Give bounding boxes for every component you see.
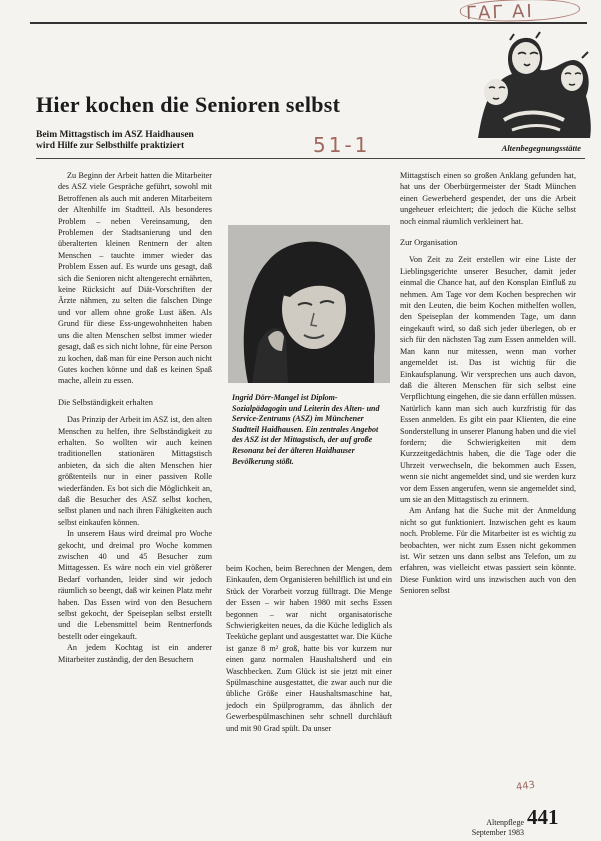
section-heading: Die Selbständigkeit erhalten — [58, 397, 153, 407]
paragraph: Zu Beginn der Arbeit hatten die Mitarbeiter des ASZ viele Gespräche geführt, sowohl mit Betroffenen als auch mit anderen Mitarbeitern der Altenhilfe im Stadtteil. Als besonderes Problem – neben Vereinsamung, den Problemen der Stadtsanierung und den überalterten kleinen Rentnern der alten Menschen – tauchte immer wieder das Problem Essen auf. Es wurde uns gesagt, daß sich die Senioren nicht altengerecht ernährten, keine Rücksicht auf Diät-Vorschriften der Ärzte nähmen, zu selten die falschen Dinge und vor allem ohne große Lust äßen. Als Grund für diese Ess-ungewohnheiten haben uns die alten Menschen selbst immer wieder gesagt, daß es sich nicht lohne, für eine Person zu kochen, daß man für eine Person auch nicht Gutes kochen könne und daß es keinen Spaß mache, allein zu essen. — [58, 171, 212, 386]
portrait-photo — [228, 225, 390, 383]
paragraph: Das Prinzip der Arbeit im ASZ ist, den alten Menschen zu helfen, ihre Selbständigkeit zu erhalten. So wollten wir auch keinen traditionellen stationären Mittagstisch anbieten, da sich die alten Menschen hier größtenteils nur in einer passiven Rolle wiederfänden. Es bot sich die Möglichkeit an, daß die Besucher des ASZ selbst kochen, selbst planen und nach ihren Fähigkeiten auch selbst einkaufen können. — [58, 415, 212, 527]
handwritten-top-note: ΓΑΓ ΑΙ — [465, 0, 535, 25]
section-tag: Altenbegegnungsstätte — [501, 143, 581, 153]
issue-date: September 1983 — [471, 827, 524, 837]
magazine-name: Altenpflege — [486, 818, 524, 827]
article-subtitle — [36, 130, 276, 152]
paragraph: beim Kochen, beim Berechnen der Mengen, dem Einkaufen, dem Organisieren behilflich ist und ein Stück der Vorarbeit vorzug fülltragt. Die Menge der Essen – wir haben 1980 mit sechs Essen begonnen – war nicht organisatorische Schwierigkeiten neues, da die Küche lediglich als Teeküche geplant und ausgestattet war. Die Küche ist ganze 8 m² groß, hatte bis vor kurzem nur einen ganz normalen Haushaltsherd und ein Waschbecken. Zum Glück ist sie jetzt mit einer Spülmaschine ausgestattet, die zwar auch nur die übliche Größe einer Haushaltsmaschine hat, jedoch ein Spülprogramm, das ähnlich der Gewerbespülmaschinen sehr schnell durchläuft und mit 90 Grad spült. Da unser — [226, 564, 392, 733]
paragraph: In unserem Haus wird dreimal pro Woche gekocht, und dreimal pro Woche kommen zwischen 40 und 45 Besucher zum Mittagessen. Es wäre noch ein viel größerer Bedarf vorhanden, leider sind wir jedoch räumlich so beengt, daß wir keinen Platz mehr haben. Das Essen wird von den Besuchern selbst gekocht, der Speiseplan selbst erstellt und die Lebensmittel beim Rentnerfonds bestellt oder eingekauft. — [58, 529, 212, 641]
column-right — [400, 170, 576, 597]
section-heading: Zur Organisation — [400, 238, 458, 248]
photo-caption: Ingrid Dörr-Mangel ist Diplom-Sozialpädagogin und Leiterin des Alten- und Service-Zentrums (ASZ) im Münchener Stadtteil Haidhausen. Ein zentrales Angebot des ASZ ist der Mittagstisch, der auf große Resonanz bei der älteren Haidhauser Bevölkerung stößt. — [232, 393, 380, 466]
paragraph: An jedem Kochtag ist ein anderer Mitarbeiter zuständig, der den Besuchern — [58, 643, 212, 664]
page-number: 441 — [527, 805, 559, 829]
footer-magazine — [466, 818, 524, 837]
subtitle-line: Beim Mittagstisch im ASZ Haidhausen — [36, 130, 194, 140]
paragraph: Mittagstisch einen so großen Anklang gefunden hat, hat uns der Oberbürgermeister der Stadt München einen Gewerbeherd gespendet, der uns die Arbeit ungeheuer erleichtert; die jedoch die Küche selbst noch einmal räumlich verkleinert hat. — [400, 171, 576, 226]
column-middle — [226, 563, 392, 734]
paragraph: Von Zeit zu Zeit erstellen wir eine Liste der Lieblingsgerichte unserer Besucher, damit jeder einmal die Chance hat, auf den Konsplan Einfluß zu nehmen. Am Tage vor dem Kochen besprechen wir mit den Leuten, die beim Kochen mithelfen wollen, den Speiseplan der kommenden Tage, um dann eingekauft wird, so daß sich jeder überlegen, ob er sich für den nächsten Tag zum Essen anmelden will. Man kann nur mitessen, wenn man vorher angemeldet ist. Das ist wichtig für die Einkaufsplanung. Wir versprechen uns auch davon, daß die älteren Menschen für sich selbst eine Verpflichtung eingehen, die sie dann erfüllen müssen. Natürlich kann man sich auch kurzfristig für das Essen anmelden. Es gibt ein paar Klienten, die eine Sonderstellung in unserer Planung haben und die viel fordern; die Schwierigkeiten mit dem Kurzzeitgedächtnis haben, die die Tage oder die Uhrzeit verwechseln, die bekommen auch Essen, wenn sie nicht angemeldet sind, und sie werden kurz vor dem Essen angerufen, wenn sie angemeldet sind, um sie an den Mittagstisch zu erinnern. — [400, 255, 576, 504]
column-left — [58, 170, 212, 665]
article-title: Hier kochen die Senioren selbst — [36, 92, 341, 117]
handwritten-page-note: 443 — [515, 779, 536, 794]
woodcut-illustration — [474, 30, 594, 142]
paragraph: Am Anfang hat die Suche mit der Anmeldung nicht so gut funktioniert. Inzwischen geht es kaum noch. Probleme. Für die Mitarbeiter ist es wichtig zu beobachten, wer nicht zum Essen nicht gekommen ist. Wir setzen uns dann selbst ans Telefon, um zu erfahren, was vielleicht etwas passiert sein könnte. Diese Funktion wird uns inzwischen auch von den Senioren selbst — [400, 506, 576, 596]
handwritten-note: 51-1 — [313, 133, 371, 157]
subtitle-line: wird Hilfe zur Selbsthilfe praktiziert — [36, 141, 185, 151]
header-rule — [36, 158, 585, 159]
